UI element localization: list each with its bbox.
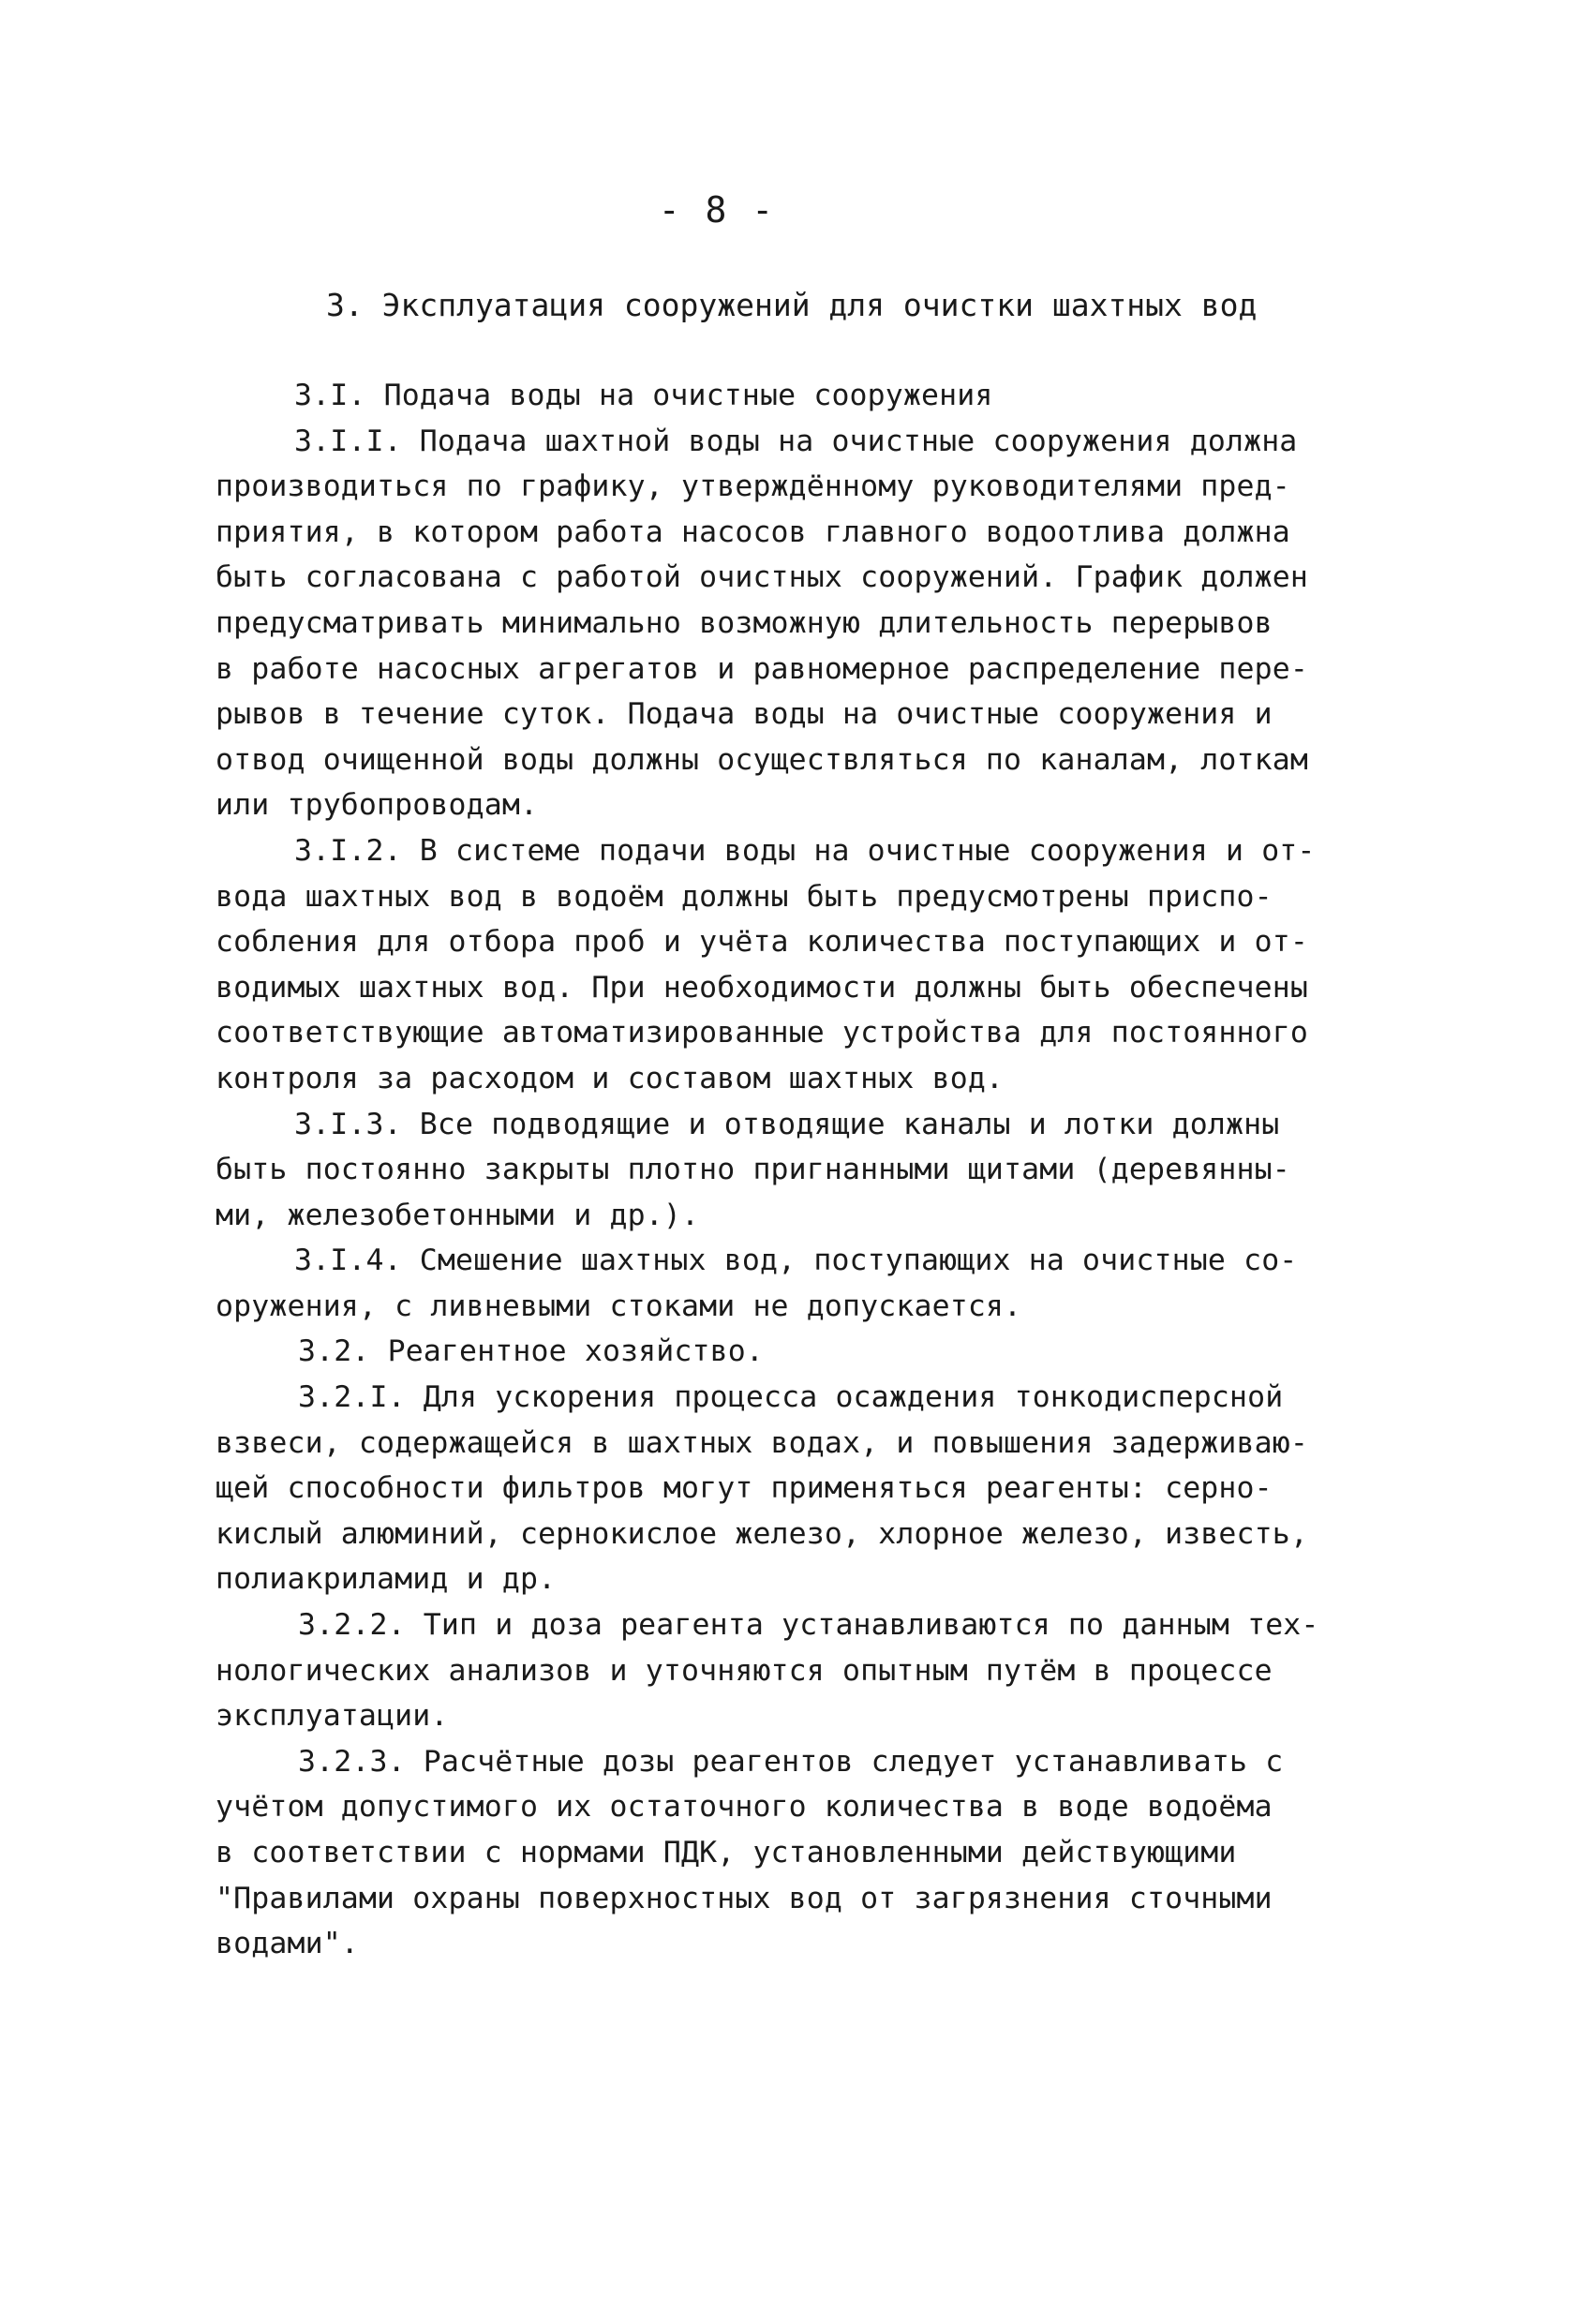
- paragraph-3-1-2-line: соответствующие автоматизированные устройства для постоянного: [216, 1016, 1308, 1050]
- section-title: 3. Эксплуатация сооружений для очистки шахтных вод: [326, 287, 1258, 323]
- paragraph-3-1-1-line: быть согласована с работой очистных сооружений. График должен: [216, 560, 1308, 595]
- paragraph-3-2-1-line: полиакриламид и др.: [216, 1562, 557, 1597]
- paragraph-3-2-2-line: нологических анализов и уточняются опытным путём в процессе: [216, 1653, 1273, 1688]
- page-number: - 8 -: [658, 189, 776, 231]
- paragraph-3-1-3-line: 3.I.3. Все подводящие и отводящие каналы и лотки должны: [294, 1107, 1280, 1141]
- paragraph-3-2-3-line: водами".: [216, 1927, 359, 1961]
- subsection-heading-3-2: 3.2. Реагентное хозяйство.: [298, 1334, 764, 1369]
- paragraph-3-1-1-line: приятия, в котором работа насосов главного водоотлива должна: [216, 514, 1290, 549]
- paragraph-3-1-1-line: производиться по графику, утверждённому руководителями пред-: [216, 469, 1290, 504]
- paragraph-3-2-3-line: "Правилами охраны поверхностных вод от загрязнения сточными: [216, 1881, 1273, 1915]
- paragraph-3-2-1-line: взвеси, содержащейся в шахтных водах, и повышения задерживаю-: [216, 1425, 1308, 1460]
- paragraph-3-1-4-line: оружения, с ливневыми стоками не допускается.: [216, 1289, 1022, 1323]
- paragraph-3-2-3-line: 3.2.3. Расчётные дозы реагентов следует устанавливать с: [298, 1744, 1284, 1779]
- paragraph-3-1-1-line: в работе насосных агрегатов и равномерное распределение пере-: [216, 651, 1308, 686]
- subsection-heading-3-1: 3.I. Подача воды на очистные сооружения: [294, 379, 993, 412]
- paragraph-3-1-1-line: предусматривать минимально возможную длительность перерывов: [216, 605, 1273, 640]
- paragraph-3-2-1-line: кислый алюминий, сернокислое железо, хлорное железо, известь,: [216, 1516, 1308, 1551]
- paragraph-3-1-1-line: отвод очищенной воды должны осуществляться по каналам, лоткам: [216, 742, 1308, 777]
- paragraph-3-2-1-line: 3.2.I. Для ускорения процесса осаждения тонкодисперсной: [298, 1380, 1284, 1415]
- paragraph-3-1-2-line: собления для отбора проб и учёта количества поступающих и от-: [216, 925, 1308, 960]
- paragraph-3-2-1-line: щей способности фильтров могут применяться реагенты: серно-: [216, 1471, 1273, 1506]
- paragraph-3-1-2-line: контроля за расходом и составом шахтных вод.: [216, 1061, 1005, 1095]
- paragraph-3-1-3-line: быть постоянно закрыты плотно пригнанными щитами (деревянны-: [216, 1153, 1290, 1187]
- paragraph-3-1-4-line: 3.I.4. Смешение шахтных вод, поступающих на очистные со-: [294, 1244, 1298, 1278]
- paragraph-3-1-1-line: рывов в течение суток. Подача воды на очистные сооружения и: [216, 697, 1273, 732]
- paragraph-3-1-2-line: вода шахтных вод в водоём должны быть предусмотрены приспо-: [216, 879, 1273, 914]
- paragraph-3-1-3-line: ми, железобетонными и др.).: [216, 1198, 700, 1232]
- paragraph-3-1-1-line: 3.I.I. Подача шахтной воды на очистные сооружения должна: [294, 424, 1298, 458]
- paragraph-3-1-2-line: 3.I.2. В системе подачи воды на очистные сооружения и от-: [294, 833, 1316, 868]
- paragraph-3-2-3-line: учётом допустимого их остаточного количества в воде водоёма: [216, 1790, 1273, 1825]
- paragraph-3-2-2-line: эксплуатации.: [216, 1699, 449, 1734]
- body-text: [216, 373, 1406, 1967]
- paragraph-3-2-2-line: 3.2.2. Тип и доза реагента устанавливаются по данным тех-: [298, 1608, 1319, 1643]
- paragraph-3-1-1-line: или трубопроводам.: [216, 788, 539, 823]
- paragraph-3-1-2-line: водимых шахтных вод. При необходимости должны быть обеспечены: [216, 970, 1308, 1005]
- paragraph-3-2-3-line: в соответствии с нормами ПДК, установленными действующими: [216, 1836, 1237, 1870]
